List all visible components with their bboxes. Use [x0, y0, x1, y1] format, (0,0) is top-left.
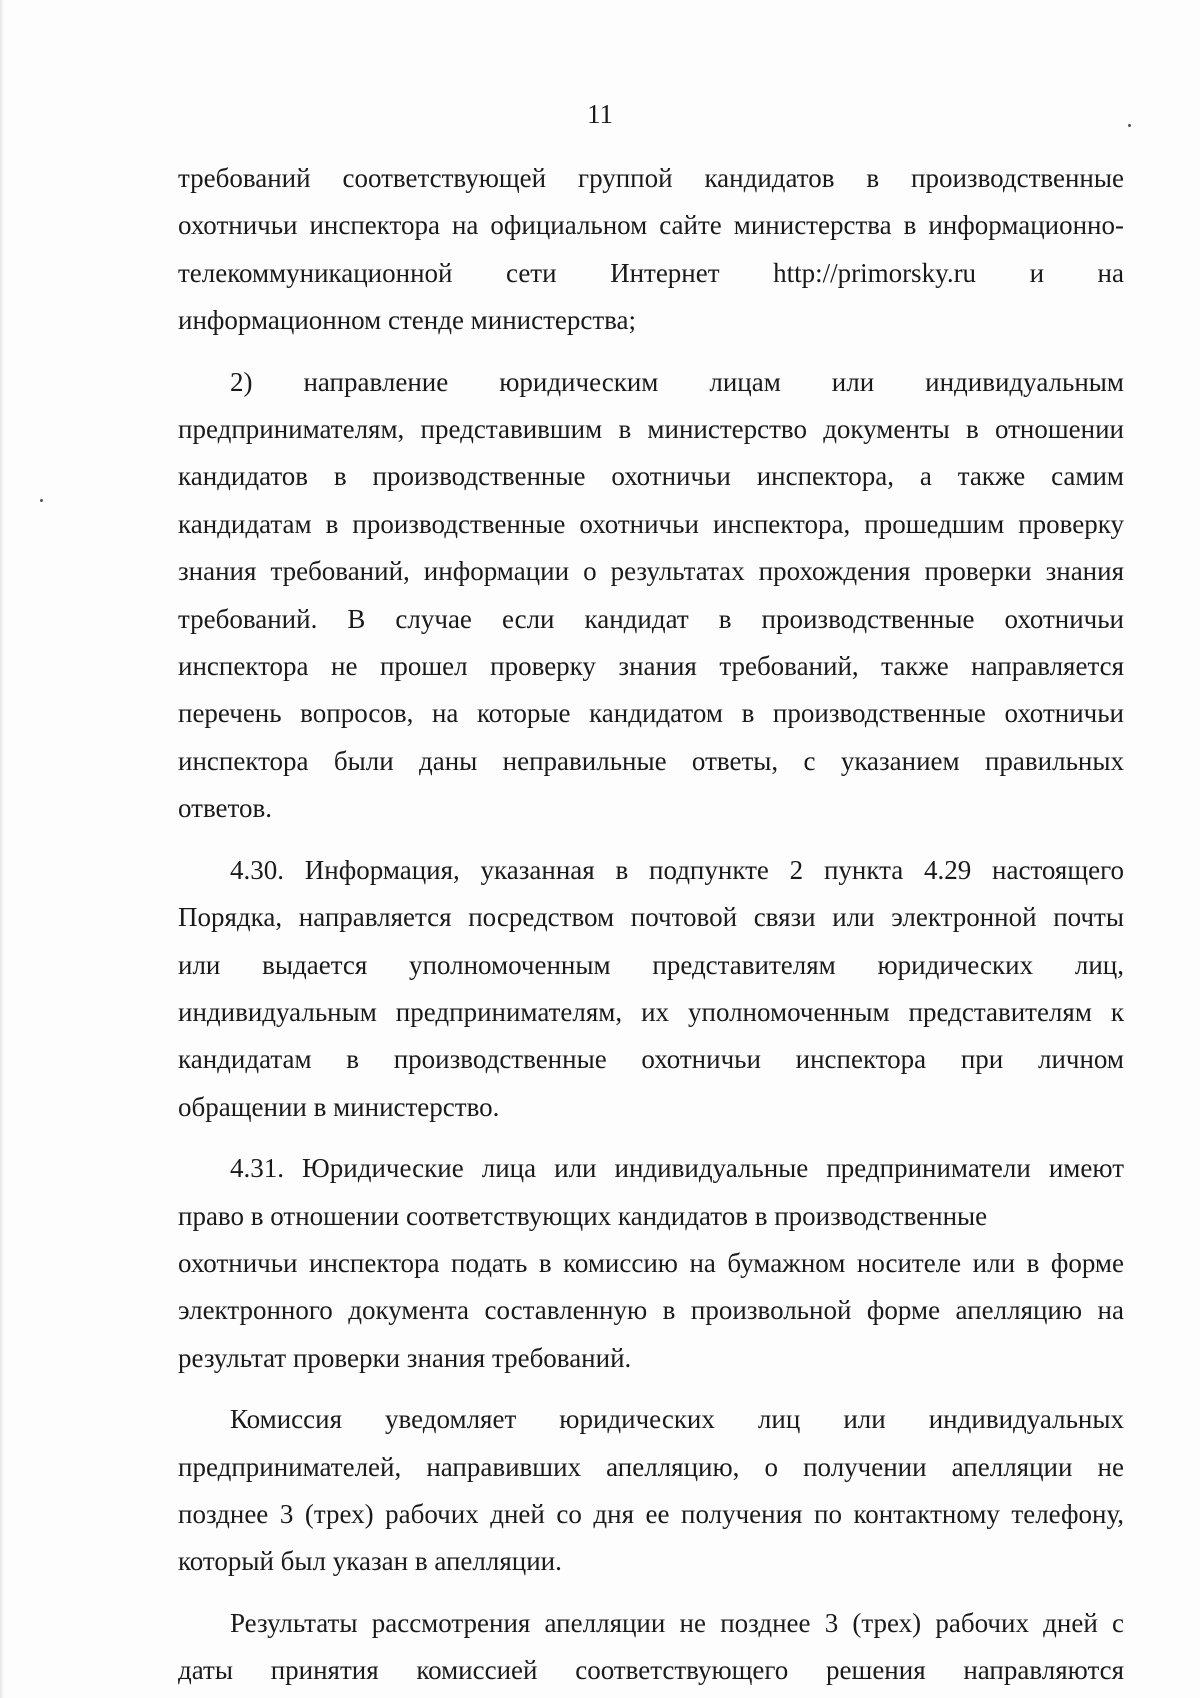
text-line: электронного документа составленную в произвольной форме апелляцию на [178, 1295, 1124, 1326]
paragraph-2 [178, 359, 1124, 833]
text-line: Комиссия уведомляет юридических лиц или индивидуальных [230, 1404, 1124, 1435]
paragraph-1 [178, 155, 1124, 345]
text-line: 4.31. Юридические лица или индивидуальные предприниматели имеют [230, 1153, 1124, 1184]
text-line: кандидатам в производственные охотничьи инспектора, прошедшим проверку [178, 508, 1124, 539]
text-line: позднее 3 (трех) рабочих дней со дня ее получения по контактному телефону, [178, 1498, 1124, 1529]
text-line: Порядка, направляется посредством почтовой связи или электронной почты [178, 902, 1124, 933]
text-line: инспектора были даны неправильные ответы, с указанием правильных [178, 745, 1124, 776]
paragraph-4-30 [178, 847, 1124, 1131]
paragraph-commission-notice [178, 1396, 1124, 1586]
paragraph-4-31 [178, 1145, 1124, 1382]
text-line: перечень вопросов, на которые кандидатом в производственные охотничьи [178, 698, 1124, 729]
text-line: охотничьи инспектора на официальном сайте министерства в информационно- [178, 210, 1124, 241]
text-line: право в отношении соответствующих кандидатов в производственные [178, 1200, 988, 1231]
text-line: кандидатов в производственные охотничьи инспектора, а также самим [178, 461, 1124, 492]
scan-edge-shadow [0, 0, 4, 1698]
text-line: кандидатам в производственные охотничьи инспектора при личном [178, 1044, 1124, 1075]
text-line: Результаты рассмотрения апелляции не позднее 3 (трех) рабочих дней с [230, 1607, 1124, 1638]
text-line: ответов. [178, 793, 272, 824]
text-line: предпринимателям, представившим в министерство документы в отношении [178, 414, 1124, 445]
text-line: который был указан в апелляции. [178, 1546, 562, 1577]
scan-speck [40, 499, 43, 502]
text-line: требований соответствующей группой кандидатов в производственные [178, 163, 1124, 193]
text-line: индивидуальным предпринимателям, их уполномоченным представителям к [178, 996, 1124, 1027]
text-line: информационном стенде министерства; [178, 305, 637, 336]
text-line: обращении в министерство. [178, 1091, 500, 1122]
text-line: знания требований, информации о результатах прохождения проверки знания [178, 556, 1124, 587]
text-line: 4.30. Информация, указанная в подпункте 2 пункта 4.29 настоящего [230, 854, 1124, 885]
text-line: результат проверки знания требований. [178, 1342, 632, 1373]
text-line: инспектора не прошел проверку знания требований, также направляется [178, 651, 1124, 682]
text-line: охотничьи инспектора подать в комиссию на бумажном носителе или в форме [178, 1247, 1124, 1278]
text-line: требований. В случае если кандидат в производственные охотничьи [178, 603, 1124, 634]
paragraph-appeal-results [178, 1600, 1124, 1695]
text-line: даты принятия комиссией соответствующего решения направляются [178, 1655, 1124, 1686]
text-line: или выдается уполномоченным представителям юридических лиц, [178, 949, 1124, 980]
text-line: предпринимателей, направивших апелляцию, о получении апелляции не [178, 1451, 1124, 1482]
page-number: 11 [587, 99, 613, 129]
text-line: 2) направление юридическим лицам или индивидуальным [230, 366, 1124, 397]
text-line: телекоммуникационной сети Интернет http://primorsky.ru и на [178, 257, 1124, 288]
document-body [178, 155, 1124, 1695]
